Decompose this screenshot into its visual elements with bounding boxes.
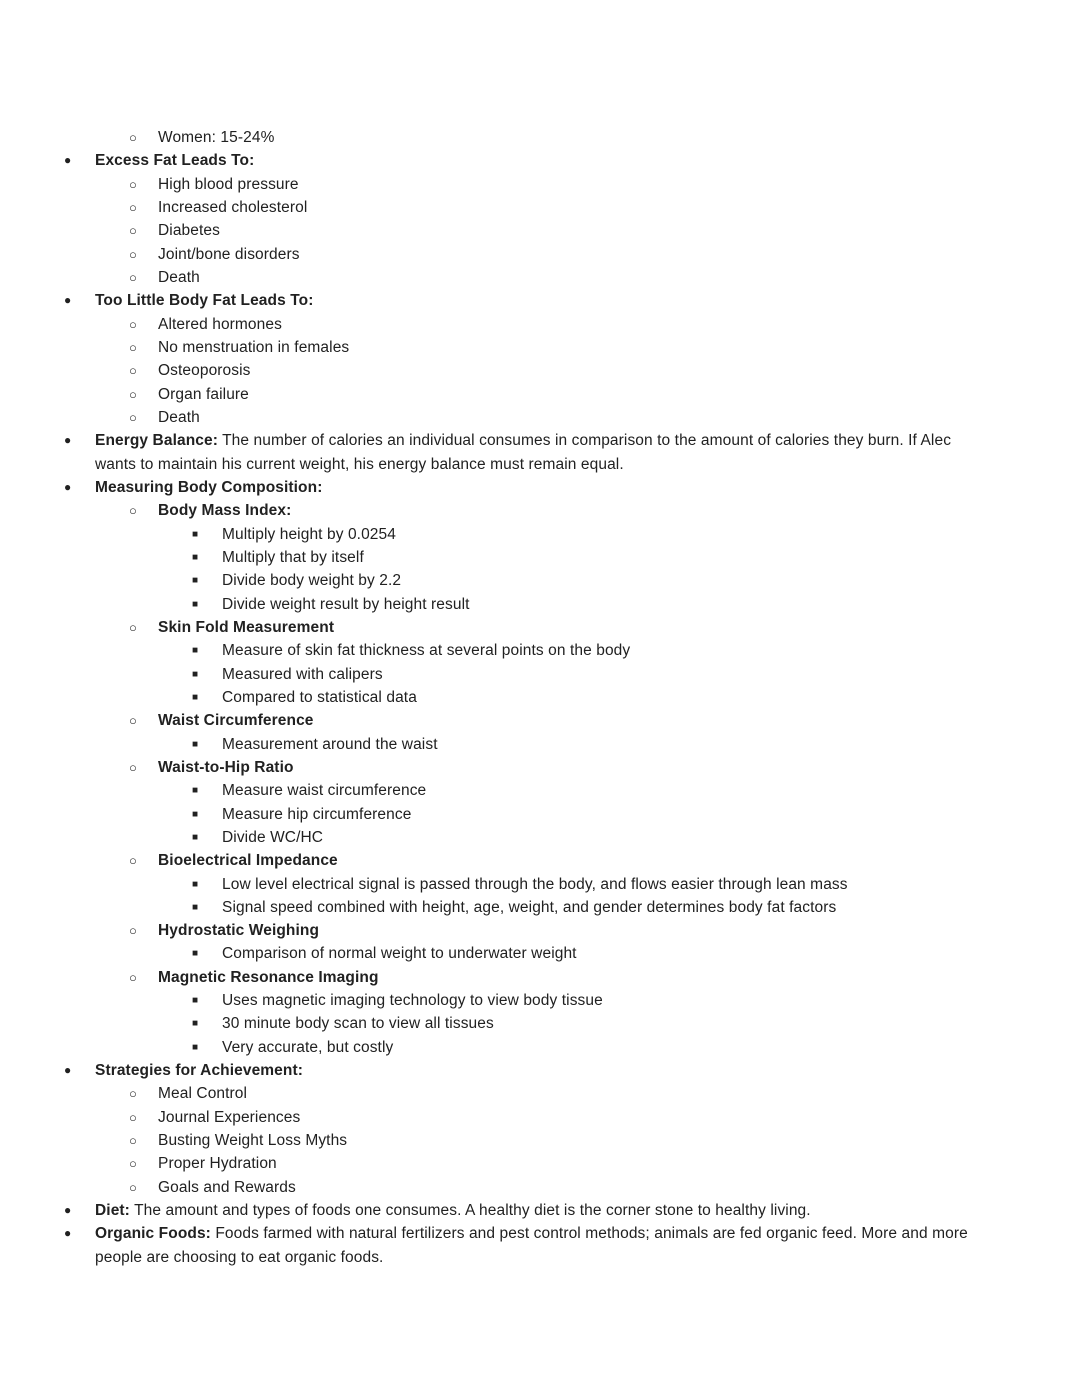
list-item bbox=[0, 733, 985, 756]
list-item-text: Divide weight result by height result bbox=[222, 595, 470, 613]
circle-bullet-icon: ○ bbox=[129, 853, 137, 869]
list-item-text: Diet: The amount and types of foods one consumes. A healthy diet is the corner stone to healthy living. bbox=[95, 1202, 811, 1220]
list-item bbox=[0, 126, 985, 149]
list-item-text: Too Little Body Fat Leads To: bbox=[95, 292, 314, 310]
list-item-text: Low level electrical signal is passed through the body, and flows easier through lean mass bbox=[222, 875, 848, 893]
square-bullet-icon: ■ bbox=[192, 808, 199, 820]
square-bullet-icon: ■ bbox=[192, 528, 199, 540]
list-item bbox=[0, 989, 985, 1012]
list-item-text: Signal speed combined with height, age, weight, and gender determines body fat factors bbox=[222, 898, 837, 916]
square-bullet-icon: ■ bbox=[192, 831, 199, 843]
list-item bbox=[0, 616, 985, 639]
circle-bullet-icon: ○ bbox=[129, 503, 137, 519]
list-item-text: Goals and Rewards bbox=[158, 1178, 296, 1196]
list-item-text: Journal Experiences bbox=[158, 1108, 301, 1126]
list-item-text: Waist Circumference bbox=[158, 712, 314, 730]
list-item-text: Measure waist circumference bbox=[222, 782, 427, 800]
list-item-text: Measure of skin fat thickness at several points on the body bbox=[222, 642, 631, 660]
circle-bullet-icon: ○ bbox=[129, 1109, 137, 1125]
list-item bbox=[0, 1082, 985, 1105]
list-item bbox=[0, 1152, 985, 1175]
circle-bullet-icon: ○ bbox=[129, 386, 137, 402]
list-item-text: Measurement around the waist bbox=[222, 735, 438, 753]
list-item bbox=[0, 873, 985, 896]
list-item-text: Altered hormones bbox=[158, 315, 282, 333]
list-item-text: Energy Balance: The number of calories an individual consumes in comparison to the amount of calories they burn. If Alec wants to maintain his current weight, his energy balance must remain equal. bbox=[95, 432, 952, 473]
list-item-text: Osteoporosis bbox=[158, 362, 251, 380]
list-item bbox=[0, 639, 985, 662]
circle-bullet-icon: ○ bbox=[129, 339, 137, 355]
list-item-text: Multiply that by itself bbox=[222, 548, 364, 566]
square-bullet-icon: ■ bbox=[192, 1041, 199, 1053]
list-item-text: Divide WC/HC bbox=[222, 828, 324, 846]
list-item bbox=[0, 966, 985, 989]
list-item bbox=[0, 196, 985, 219]
list-item-text: Measure hip circumference bbox=[222, 805, 412, 823]
circle-bullet-icon: ○ bbox=[129, 223, 137, 239]
circle-bullet-icon: ○ bbox=[129, 759, 137, 775]
circle-bullet-icon: ○ bbox=[129, 316, 137, 332]
list-item bbox=[0, 336, 985, 359]
list-item bbox=[0, 569, 985, 592]
list-item-text: Proper Hydration bbox=[158, 1155, 277, 1173]
list-item-text: Hydrostatic Weighing bbox=[158, 922, 320, 940]
list-item bbox=[0, 313, 985, 336]
disc-bullet-icon: ● bbox=[64, 479, 72, 494]
list-item-text: Comparison of normal weight to underwater weight bbox=[222, 945, 577, 963]
square-bullet-icon: ■ bbox=[192, 598, 199, 610]
list-item-text: Diabetes bbox=[158, 222, 220, 240]
square-bullet-icon: ■ bbox=[192, 668, 199, 680]
disc-bullet-icon: ● bbox=[64, 1226, 72, 1241]
square-bullet-icon: ■ bbox=[192, 878, 199, 890]
circle-bullet-icon: ○ bbox=[129, 130, 137, 145]
circle-bullet-icon: ○ bbox=[129, 1179, 137, 1195]
list-item bbox=[0, 1199, 985, 1222]
circle-bullet-icon: ○ bbox=[129, 246, 137, 262]
list-item bbox=[0, 942, 985, 965]
list-item-text: Very accurate, but costly bbox=[222, 1038, 394, 1056]
list-item-text: Compared to statistical data bbox=[222, 688, 417, 706]
list-item bbox=[0, 219, 985, 242]
circle-bullet-icon: ○ bbox=[129, 363, 137, 379]
list-item-text: Bioelectrical Impedance bbox=[158, 852, 338, 870]
list-item-text: Joint/bone disorders bbox=[158, 245, 300, 263]
list-item bbox=[0, 406, 985, 429]
square-bullet-icon: ■ bbox=[192, 575, 199, 587]
list-item-text: 30 minute body scan to view all tissues bbox=[222, 1015, 494, 1033]
list-item bbox=[0, 1012, 985, 1035]
list-item-text: Waist-to-Hip Ratio bbox=[158, 758, 294, 776]
list-item-text: Organ failure bbox=[158, 385, 249, 403]
list-item bbox=[0, 826, 985, 849]
list-item bbox=[0, 709, 985, 732]
list-item bbox=[0, 1059, 985, 1082]
circle-bullet-icon: ○ bbox=[129, 269, 137, 285]
circle-bullet-icon: ○ bbox=[129, 409, 137, 425]
list-item-text: Busting Weight Loss Myths bbox=[158, 1132, 348, 1150]
square-bullet-icon: ■ bbox=[192, 551, 199, 563]
list-item bbox=[0, 1106, 985, 1129]
disc-bullet-icon: ● bbox=[64, 293, 72, 308]
list-item-text: Body Mass Index: bbox=[158, 502, 292, 520]
list-item bbox=[0, 1176, 985, 1199]
square-bullet-icon: ■ bbox=[192, 645, 199, 657]
list-item bbox=[0, 173, 985, 196]
list-item bbox=[0, 499, 985, 522]
circle-bullet-icon: ○ bbox=[129, 199, 137, 215]
list-item bbox=[0, 756, 985, 779]
list-item-text: Magnetic Resonance Imaging bbox=[158, 968, 379, 986]
list-item bbox=[0, 149, 985, 172]
list-item-text: Organic Foods: Foods farmed with natural fertilizers and pest control methods; animals are fed organic feed. More and more people are choosing to eat organic foods. bbox=[95, 1225, 968, 1266]
circle-bullet-icon: ○ bbox=[129, 923, 137, 939]
square-bullet-icon: ■ bbox=[192, 785, 199, 797]
list-item-text: Strategies for Achievement: bbox=[95, 1062, 303, 1080]
list-item bbox=[0, 1036, 985, 1059]
list-item bbox=[0, 1222, 985, 1269]
list-item-text: Measured with calipers bbox=[222, 665, 383, 683]
list-item bbox=[0, 289, 985, 312]
circle-bullet-icon: ○ bbox=[129, 176, 137, 192]
list-item-text: Uses magnetic imaging technology to view body tissue bbox=[222, 992, 603, 1010]
list-item bbox=[0, 359, 985, 382]
list-item bbox=[0, 896, 985, 919]
list-item-text: No menstruation in females bbox=[158, 338, 350, 356]
list-item-text: Measuring Body Composition: bbox=[95, 478, 323, 496]
list-item bbox=[0, 523, 985, 546]
square-bullet-icon: ■ bbox=[192, 1018, 199, 1030]
disc-bullet-icon: ● bbox=[64, 153, 72, 168]
list-item bbox=[0, 383, 985, 406]
square-bullet-icon: ■ bbox=[192, 948, 199, 960]
list-item-text: Death bbox=[158, 268, 200, 286]
list-item bbox=[0, 779, 985, 802]
square-bullet-icon: ■ bbox=[192, 995, 199, 1007]
list-item-text: Meal Control bbox=[158, 1085, 248, 1103]
square-bullet-icon: ■ bbox=[192, 691, 199, 703]
list-item-text: High blood pressure bbox=[158, 175, 299, 193]
disc-bullet-icon: ● bbox=[64, 1063, 72, 1078]
list-item bbox=[0, 1129, 985, 1152]
outline-list bbox=[0, 126, 985, 1269]
square-bullet-icon: ■ bbox=[192, 738, 199, 750]
disc-bullet-icon: ● bbox=[64, 433, 72, 448]
list-item bbox=[0, 546, 985, 569]
list-item-text: Skin Fold Measurement bbox=[158, 618, 335, 636]
circle-bullet-icon: ○ bbox=[129, 619, 137, 635]
list-item bbox=[0, 686, 985, 709]
square-bullet-icon: ■ bbox=[192, 901, 199, 913]
circle-bullet-icon: ○ bbox=[129, 1133, 137, 1149]
list-item-text: Death bbox=[158, 408, 200, 426]
circle-bullet-icon: ○ bbox=[129, 1086, 137, 1102]
list-item-text: Increased cholesterol bbox=[158, 198, 308, 216]
disc-bullet-icon: ● bbox=[64, 1203, 72, 1218]
circle-bullet-icon: ○ bbox=[129, 1156, 137, 1172]
list-item-text: Multiply height by 0.0254 bbox=[222, 525, 396, 543]
list-item bbox=[0, 919, 985, 942]
list-item bbox=[0, 663, 985, 686]
list-item-text: Excess Fat Leads To: bbox=[95, 152, 255, 170]
circle-bullet-icon: ○ bbox=[129, 969, 137, 985]
list-item bbox=[0, 266, 985, 289]
list-item bbox=[0, 849, 985, 872]
list-item bbox=[0, 476, 985, 499]
list-item-text: Women: 15-24% bbox=[158, 129, 275, 146]
list-item bbox=[0, 243, 985, 266]
list-item bbox=[0, 429, 985, 476]
list-item bbox=[0, 593, 985, 616]
circle-bullet-icon: ○ bbox=[129, 713, 137, 729]
list-item-text: Divide body weight by 2.2 bbox=[222, 572, 402, 590]
list-item bbox=[0, 803, 985, 826]
